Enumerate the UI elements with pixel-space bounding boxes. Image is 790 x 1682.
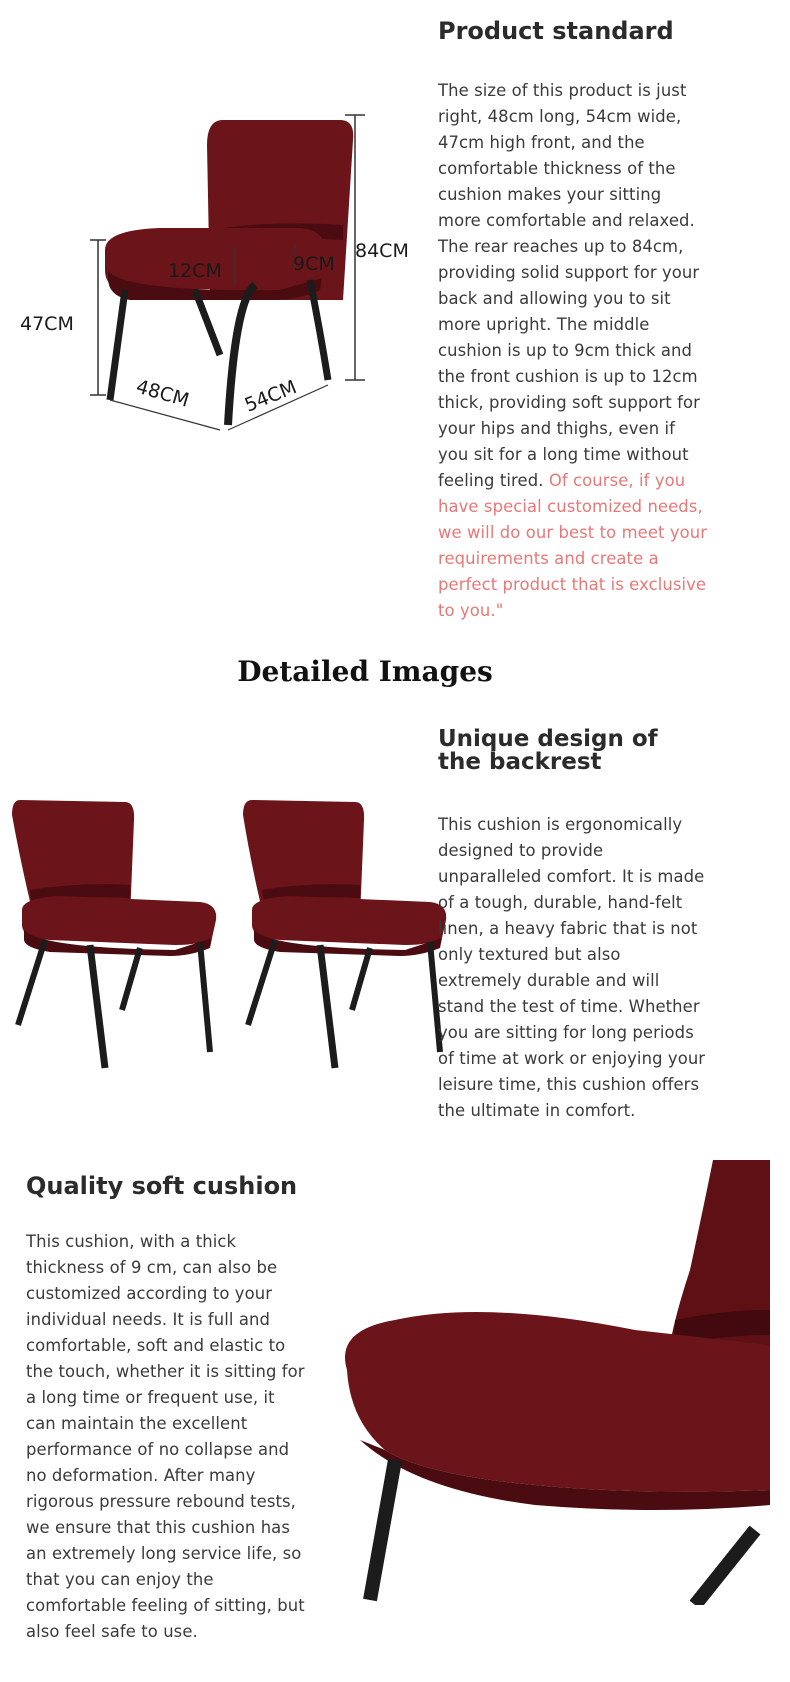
detailed-images-title: Detailed Images bbox=[237, 655, 493, 688]
product-standard-text: The size of this product is just right, 48cm long, 54cm wide, 47cm high front, and the comfortable thickness of the cushion makes your sitting more comfortable and relaxed. The rear reaches up to 84cm, providing solid support for your back and allowing you to sit more upright. The middle cushion is up to 9cm thick and the front cushion is up to 12cm thick, providing soft support for your hips and thighs, even if you sit for a long time without feeling tired. bbox=[438, 81, 700, 490]
dimension-middle-cushion: 9CM bbox=[293, 253, 335, 275]
dimension-front-cushion: 12CM bbox=[168, 260, 222, 282]
backrest-body: This cushion is ergonomically designed to provide unparalleled comfort. It is made of a tough, durable, hand-felt linen, a heavy fabric that is not only textured but also extremely durable and will stand the test of time. Whether you are sitting for long periods of time at work or enjoying your leisure time, this cushion offers the ultimate in comfort. bbox=[438, 815, 706, 1120]
dimension-height-total: 84CM bbox=[355, 240, 409, 262]
product-standard-body bbox=[438, 78, 708, 624]
chair-left bbox=[12, 800, 216, 1068]
dimension-width: 54CM bbox=[241, 376, 300, 417]
dimension-length: 48CM bbox=[133, 375, 192, 412]
two-chairs-image bbox=[0, 790, 450, 1080]
backrest-title: Unique design of the backrest bbox=[438, 726, 658, 775]
customization-highlight: Of course, if you have special customized needs, we will do our best to meet your requirements and create a perfect product that is exclusive to you." bbox=[438, 471, 708, 620]
cushion-title: Quality soft cushion bbox=[26, 1172, 298, 1200]
cushion-closeup-image bbox=[335, 1160, 770, 1605]
dimension-height-front: 47CM bbox=[20, 313, 74, 335]
product-standard-title: Product standard bbox=[438, 17, 674, 45]
cushion-body: This cushion, with a thick thickness of 9 cm, can also be customized according to your individual needs. It is full and comfortable, soft and elastic to the touch, whether it is sitting for a long time or frequent use, it can maintain the excellent performance of no collapse and no deformation. After many rigorous pressure rebound tests, we ensure that this cushion has an extremely long service life, so that you can enjoy the comfortable feeling of sitting, but also feel safe to use. bbox=[26, 1232, 305, 1641]
chair-right bbox=[243, 800, 446, 1068]
chair-dimensions-image bbox=[10, 100, 450, 480]
